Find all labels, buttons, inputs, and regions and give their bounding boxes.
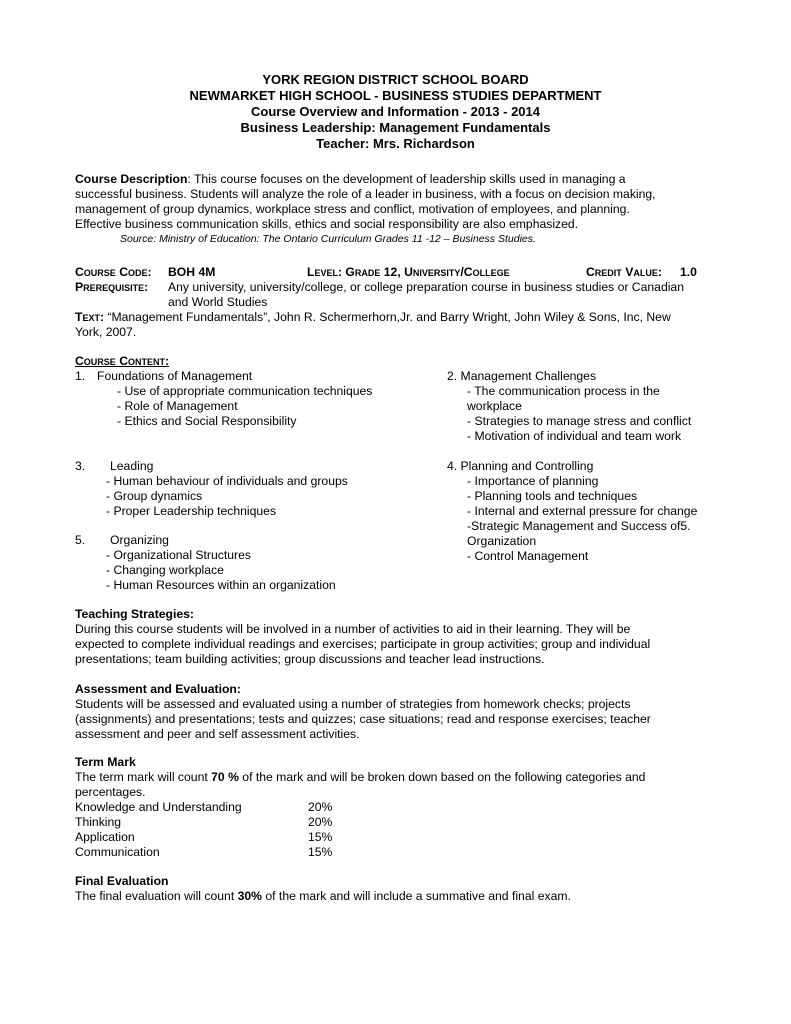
description-line: : This course focuses on the development of leadership skills used in managing a — [187, 172, 626, 186]
paragraph-line: assessment and peer and self assessment activities. — [75, 727, 360, 741]
category-name: Application — [75, 830, 135, 844]
unit-item: - Control Management — [467, 549, 589, 563]
category-name: Thinking — [75, 815, 122, 829]
text-line — [75, 310, 671, 325]
description-label: Course Description — [75, 172, 188, 186]
course-content-heading: Course Content: — [75, 354, 170, 368]
paragraph-line — [75, 889, 571, 904]
term-mark — [75, 755, 645, 860]
prerequisite-line: and World Studies — [168, 295, 268, 309]
table-row — [75, 845, 332, 860]
unit-item: - Motivation of individual and team work — [467, 429, 682, 443]
credit-value-label: Credit Value: — [586, 265, 662, 279]
course-level: Level: Grade 12, University/College — [307, 265, 510, 279]
section-heading: Teaching Strategies: — [75, 607, 194, 621]
category-value: 20% — [308, 815, 333, 829]
course-code-value: BOH 4M — [168, 265, 216, 279]
text-line: York, 2007. — [75, 325, 137, 339]
paragraph-line: During this course students will be involved in a number of activities to aid in their learning. They will be — [75, 622, 631, 636]
unit-item: - Strategies to manage stress and conflict — [467, 414, 692, 428]
overview-title: Course Overview and Information - 2013 - 2014 — [251, 104, 540, 119]
term-percent: 70 % — [211, 770, 239, 784]
table-row — [75, 830, 332, 845]
final-percent: 30% — [237, 889, 262, 903]
description-line: successful business. Students will analyze the role of a leader in business, with a focus on decision making, — [75, 187, 656, 201]
unit-number: 5. — [75, 533, 86, 547]
description-line: Effective business communication skills, ethics and social responsibility are also emphasized. — [75, 217, 579, 231]
unit-title: 4. Planning and Controlling — [447, 459, 594, 473]
credit-value: 1.0 — [680, 265, 697, 279]
table-row — [75, 815, 332, 830]
category-value: 15% — [308, 845, 333, 859]
unit-item: - Importance of planning — [467, 474, 599, 488]
unit-item: - Ethics and Social Responsibility — [117, 414, 297, 428]
teacher-name: Teacher: Mrs. Richardson — [316, 136, 475, 151]
text-label: Text: — [75, 310, 105, 324]
unit-planning-controlling — [447, 459, 697, 564]
final-text: of the mark and will include a summative and final exam. — [262, 889, 571, 903]
final-evaluation — [75, 874, 571, 904]
category-value: 20% — [308, 800, 333, 814]
unit-item: - Role of Management — [117, 399, 238, 413]
paragraph-line: (assignments) and presentations; tests and quizzes; case situations; read and response exercises; teacher — [75, 712, 651, 726]
unit-title: 2. Management Challenges — [447, 369, 597, 383]
unit-item: - Group dynamics — [106, 489, 203, 503]
category-name: Communication — [75, 845, 160, 859]
category-name: Knowledge and Understanding — [75, 800, 242, 814]
unit-title: Leading — [110, 459, 154, 473]
unit-item: - The communication process in the — [467, 384, 660, 398]
term-text: of the mark and will be broken down based on the following categories and — [238, 770, 646, 784]
description-source: Source: Ministry of Education: The Ontario Curriculum Grades 11 -12 – Business Studies. — [120, 233, 536, 245]
unit-item: - Proper Leadership techniques — [106, 504, 277, 518]
unit-item: -Strategic Management and Success of5. — [467, 519, 691, 533]
text-value: “Management Fundamentals”, John R. Schermerhorn,Jr. and Barry Wright, John Wiley & Sons, Inc, New — [104, 310, 671, 324]
final-text: The final evaluation will count — [75, 889, 238, 903]
school-department: NEWMARKET HIGH SCHOOL - BUSINESS STUDIES DEPARTMENT — [189, 88, 602, 103]
category-value: 15% — [308, 830, 333, 844]
unit-item: - Use of appropriate communication techniques — [117, 384, 373, 398]
paragraph-line — [75, 770, 645, 785]
unit-title: Foundations of Management — [97, 369, 253, 383]
unit-title: Organizing — [110, 533, 169, 547]
unit-management-challenges — [447, 369, 691, 444]
unit-item: - Internal and external pressure for change — [467, 504, 698, 518]
table-row — [75, 800, 332, 815]
paragraph-line: percentages. — [75, 785, 146, 799]
unit-item: workplace — [467, 399, 522, 413]
paragraph-line: expected to complete individual readings and exercises; participate in group activities; group and individual — [75, 637, 651, 651]
term-text: The term mark will count — [75, 770, 212, 784]
teaching-strategies — [75, 607, 650, 667]
unit-item: - Human behaviour of individuals and groups — [106, 474, 348, 488]
unit-item: - Planning tools and techniques — [467, 489, 638, 503]
course-code-label: Course Code: — [75, 265, 152, 279]
unit-item: Organization — [467, 534, 537, 548]
prerequisite-label: Prerequisite: — [75, 280, 149, 294]
unit-organizing — [106, 533, 336, 593]
course-description — [75, 172, 725, 247]
section-heading: Final Evaluation — [75, 874, 169, 888]
unit-item: - Human Resources within an organization — [106, 578, 336, 592]
board-name: YORK REGION DISTRICT SCHOOL BOARD — [262, 72, 529, 87]
unit-item: - Changing workplace — [106, 563, 224, 577]
assessment-evaluation — [75, 682, 651, 742]
section-heading: Term Mark — [75, 755, 136, 769]
description-line: management of group dynamics, workplace stress and conflict, motivation of employees, and planning. — [75, 202, 630, 216]
unit-number: 1. — [75, 369, 86, 383]
unit-number: 3. — [75, 459, 86, 473]
paragraph-line: Students will be assessed and evaluated using a number of strategies from homework checks; projects — [75, 697, 631, 711]
unit-foundations — [97, 369, 372, 429]
document-header — [0, 72, 791, 152]
section-heading: Assessment and Evaluation: — [75, 682, 241, 696]
unit-leading — [106, 459, 348, 519]
course-title: Business Leadership: Management Fundamentals — [240, 120, 551, 135]
grade-breakdown-table — [75, 800, 332, 860]
paragraph-line: presentations; team building activities; group discussions and teacher lead instructions. — [75, 652, 545, 666]
prerequisite-line: Any university, university/college, or college preparation course in business studies or Canadian — [168, 280, 684, 294]
unit-item: - Organizational Structures — [106, 548, 251, 562]
